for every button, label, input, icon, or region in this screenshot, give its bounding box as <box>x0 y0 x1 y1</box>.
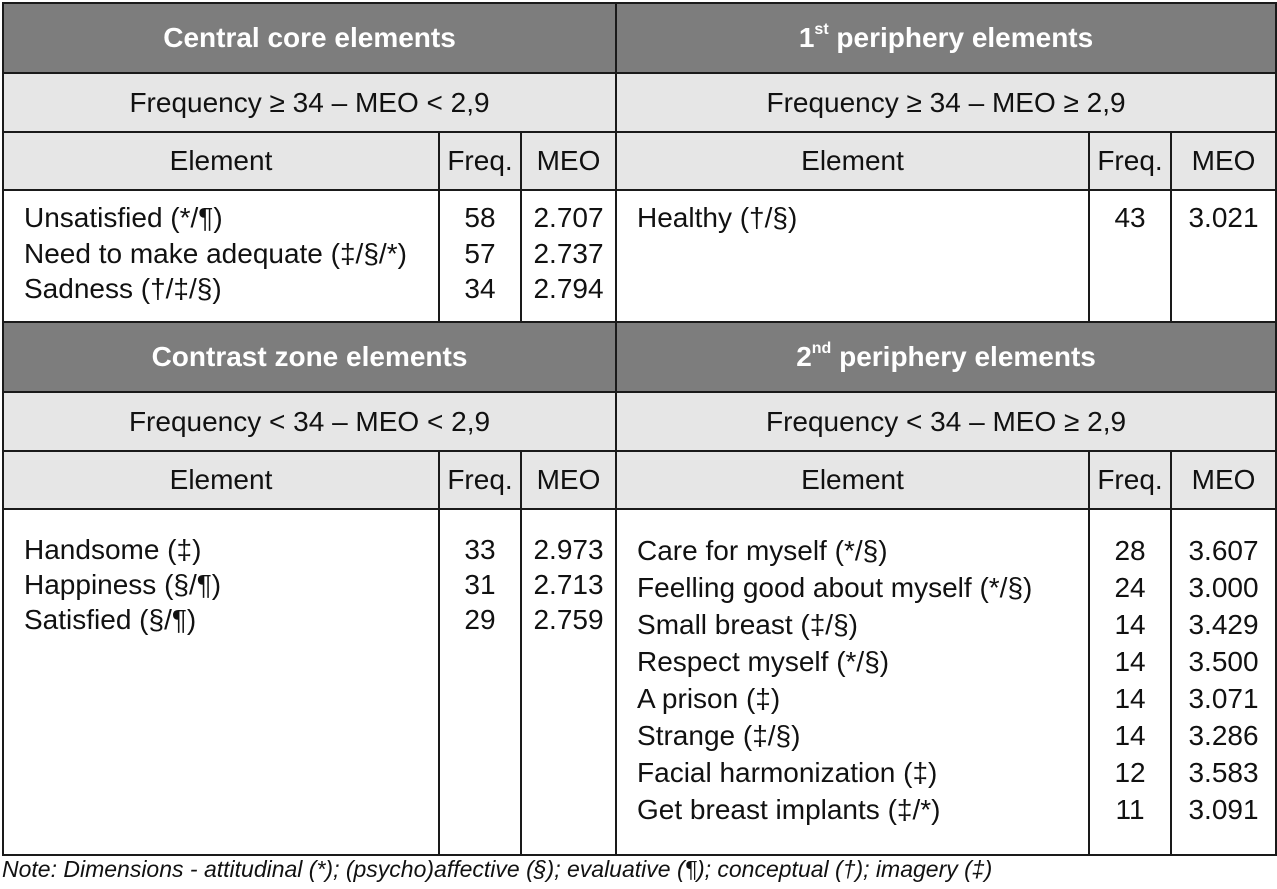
column-header-freq: Freq. <box>439 451 521 509</box>
first-periphery-criteria: Frequency ≥ 34 – MEO ≥ 2,9 <box>616 73 1276 132</box>
central-core-title: Central core elements <box>3 3 616 73</box>
list-item: Small breast (‡/§) <box>637 609 858 640</box>
second-periphery-meos <box>1171 509 1276 855</box>
column-header-meo: MEO <box>1171 132 1276 190</box>
freq-value: 14 <box>1114 720 1146 751</box>
freq-value: 24 <box>1114 572 1146 603</box>
first-periphery-elements <box>616 190 1089 322</box>
column-header-element: Element <box>616 451 1089 509</box>
second-periphery-freqs <box>1089 509 1171 855</box>
central-core-criteria: Frequency ≥ 34 – MEO < 2,9 <box>3 73 616 132</box>
meo-value: 2.973 <box>533 534 604 565</box>
list-item: Unsatisfied (*/¶) <box>24 202 223 233</box>
first-periphery-title: 1st periphery elements <box>616 3 1276 73</box>
list-item: Facial harmonization (‡) <box>637 757 938 788</box>
column-header-meo: MEO <box>521 451 616 509</box>
freq-value: 14 <box>1114 646 1146 677</box>
first-periphery-meos <box>1171 190 1276 322</box>
first-periphery-freqs <box>1089 190 1171 322</box>
freq-value: 57 <box>464 238 496 269</box>
list-item: Satisfied (§/¶) <box>24 604 197 635</box>
column-header-element: Element <box>3 451 439 509</box>
contrast-zone-title: Contrast zone elements <box>3 322 616 392</box>
meo-value: 2.759 <box>533 604 604 635</box>
contrast-zone-criteria: Frequency < 34 – MEO < 2,9 <box>3 392 616 451</box>
column-header-freq: Freq. <box>439 132 521 190</box>
freq-value: 43 <box>1114 202 1146 233</box>
freq-value: 29 <box>464 604 496 635</box>
list-item: Sadness (†/‡/§) <box>24 273 222 304</box>
meo-value: 3.071 <box>1188 683 1259 714</box>
column-header-meo: MEO <box>521 132 616 190</box>
freq-value: 31 <box>464 569 496 600</box>
meo-value: 3.286 <box>1188 720 1259 751</box>
column-header-meo: MEO <box>1171 451 1276 509</box>
meo-value: 2.737 <box>533 238 604 269</box>
column-header-freq: Freq. <box>1089 451 1171 509</box>
contrast-zone-freqs <box>439 509 521 855</box>
meo-value: 2.713 <box>533 569 604 600</box>
list-item: Feelling good about myself (*/§) <box>637 572 1033 603</box>
freq-value: 28 <box>1114 535 1146 566</box>
contrast-zone-meos <box>521 509 616 855</box>
central-core-freqs <box>439 190 521 322</box>
freq-value: 12 <box>1114 757 1146 788</box>
meo-value: 3.607 <box>1188 535 1259 566</box>
meo-value: 2.794 <box>533 273 604 304</box>
table-note: Note: Dimensions - attitudinal (*); (psycho)affective (§); evaluative (¶); conceptual (†); imagery (‡) <box>2 856 993 882</box>
second-periphery-criteria: Frequency < 34 – MEO ≥ 2,9 <box>616 392 1276 451</box>
column-header-element: Element <box>616 132 1089 190</box>
list-item: Care for myself (*/§) <box>637 535 888 566</box>
list-item: Handsome (‡) <box>24 534 202 565</box>
list-item: Happiness (§/¶) <box>24 569 222 600</box>
freq-value: 14 <box>1114 683 1146 714</box>
freq-value: 34 <box>464 273 496 304</box>
second-periphery-elements <box>616 509 1089 855</box>
freq-value: 14 <box>1114 609 1146 640</box>
meo-value: 3.500 <box>1188 646 1259 677</box>
list-item: Strange (‡/§) <box>637 720 801 751</box>
freq-value: 11 <box>1115 794 1145 825</box>
meo-value: 3.429 <box>1188 609 1259 640</box>
second-periphery-title: 2nd periphery elements <box>616 322 1276 392</box>
meo-value: 3.021 <box>1188 202 1259 233</box>
meo-value: 3.000 <box>1188 572 1259 603</box>
list-item: Healthy (†/§) <box>637 202 798 233</box>
contrast-zone-elements <box>3 509 439 855</box>
list-item: Respect myself (*/§) <box>637 646 890 677</box>
meo-value: 3.583 <box>1188 757 1259 788</box>
column-header-freq: Freq. <box>1089 132 1171 190</box>
freq-value: 58 <box>464 202 496 233</box>
list-item: Get breast implants (‡/*) <box>637 794 941 825</box>
column-header-element: Element <box>3 132 439 190</box>
central-core-meos <box>521 190 616 322</box>
central-core-elements <box>3 190 439 322</box>
list-item: Need to make adequate (‡/§/*) <box>24 238 407 269</box>
freq-value: 33 <box>464 534 496 565</box>
meo-value: 3.091 <box>1188 794 1259 825</box>
meo-value: 2.707 <box>533 202 604 233</box>
quadrant-table <box>2 2 1277 856</box>
list-item: A prison (‡) <box>637 683 781 714</box>
